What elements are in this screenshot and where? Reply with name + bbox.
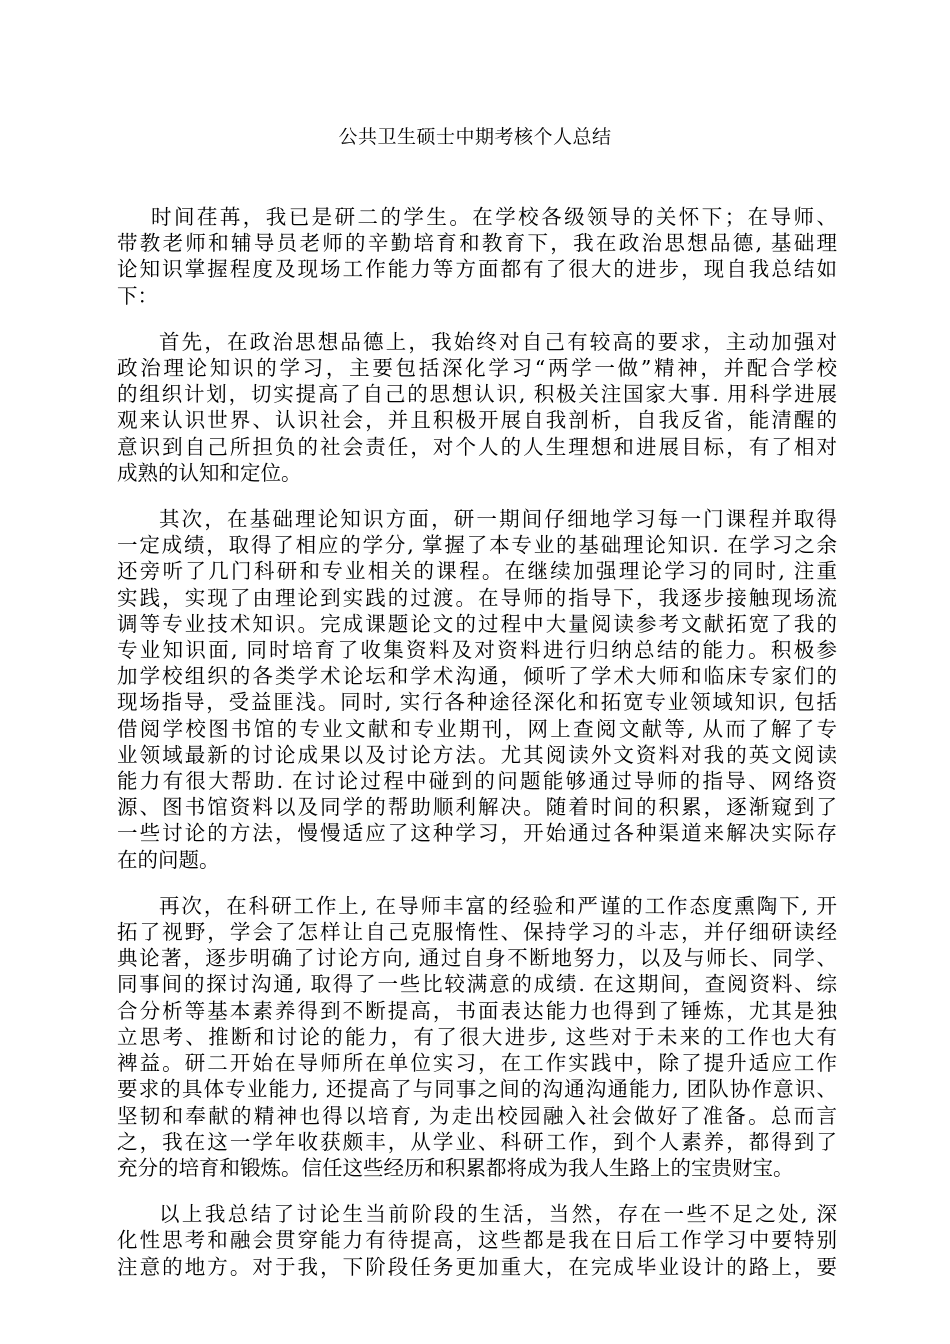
paragraph-line: 再次，在科研工作上, 在导师丰富的经验和严谨的工作态度熏陶下, 开 [159, 893, 837, 918]
paragraph-line: 一定成绩，取得了相应的学分, 掌握了本专业的基础理论知识. 在学习之余 [117, 533, 837, 558]
paragraph-line: 要求的具体专业能力, 还提高了与同事之间的沟通沟通能力, 团队协作意识、 [117, 1077, 837, 1102]
paragraph-line: 观来认识世界、认识社会，并且积极开展自我剖析，自我反省，能清醒的 [117, 408, 837, 433]
paragraph-line: 同事间的探讨沟通, 取得了一些比较满意的成绩. 在这期间，查阅资料、综 [117, 972, 837, 997]
paragraph-line: 合分析等基本素养得到不断提高，书面表达能力也得到了锤炼，尤其是独 [117, 998, 837, 1023]
paragraph-line: 以上我总结了讨论生当前阶段的生活，当然，存在一些不足之处, 深 [159, 1202, 837, 1227]
paragraph-line: 还旁听了几门科研和专业相关的课程。在继续加强理论学习的同时, 注重 [117, 559, 837, 584]
paragraph-line: 能力有很大帮助. 在讨论过程中碰到的问题能够通过导师的指导、网络资 [117, 769, 837, 794]
paragraph-line: 意识到自己所担负的社会责任，对个人的人生理想和进展目标，有了相对 [117, 434, 837, 459]
paragraph-line: 一些讨论的方法，慢慢适应了这种学习，开始通过各种渠道来解决实际存 [117, 821, 837, 846]
paragraph [117, 204, 837, 309]
paragraph [117, 1201, 837, 1280]
paragraph-line: 注意的地方。对于我，下阶段任务更加重大，在完成毕业设计的路上，要 [117, 1254, 837, 1279]
paragraph-line: 专业知识面, 同时培育了收集资料及对资料进行归纳总结的能力。积极参 [117, 638, 837, 663]
paragraph-line: 成熟的认知和定位。 [117, 460, 302, 485]
paragraph-line: 首先，在政治思想品德上，我始终对自己有较高的要求，主动加强对 [159, 329, 837, 354]
paragraph-line: 裨益。研二开始在导师所在单位实习，在工作实践中，除了提升适应工作 [117, 1051, 837, 1076]
paragraph-line: 政治理论知识的学习，主要包括深化学习“两学一做”精神，并配合学校 [117, 356, 837, 381]
paragraph-line: 借阅学校图书馆的专业文献和专业期刊，网上查阅文献等, 从而了解了专 [117, 716, 837, 741]
paragraph-line: 在的问题。 [117, 847, 220, 872]
paragraph-line: 化性思考和融会贯穿能力有待提高，这些都是我在日后工作学习中要特别 [117, 1228, 837, 1253]
paragraph-line: 带教老师和辅导员老师的辛勤培育和教育下，我在政治思想品德, 基础理 [117, 231, 837, 256]
paragraph-line: 调等专业技术知识。完成课题论文的过程中大量阅读参考文献拓宽了我的 [117, 611, 837, 636]
paragraph-line: 实践，实现了由理论到实践的过渡。在导师的指导下，我逐步接触现场流 [117, 585, 837, 610]
paragraph [117, 506, 837, 873]
paragraph-line: 加学校组织的各类学术论坛和学术沟通，倾听了学术大师和临床专家们的 [117, 664, 837, 689]
paragraph-line: 之，我在这一学年收获颇丰，从学业、科研工作，到个人素养，都得到了 [117, 1129, 837, 1154]
paragraph-line: 论知识掌握程度及现场工作能力等方面都有了很大的进步，现自我总结如 [117, 257, 837, 282]
paragraph-line: 立思考、推断和讨论的能力，有了很大进步, 这些对于未来的工作也大有 [117, 1024, 837, 1049]
paragraph-line: 其次，在基础理论知识方面，研一期间仔细地学习每一门课程并取得 [159, 507, 837, 532]
paragraph-line: 典论著，逐步明确了讨论方向, 通过自身不断地努力，以及与师长、同学、 [117, 946, 837, 971]
paragraph-line: 坚韧和奉献的精神也得以培育, 为走出校园融入社会做好了准备。总而言 [117, 1103, 837, 1128]
paragraph [117, 329, 837, 486]
paragraph-line: 现场指导，受益匪浅。同时, 实行各种途径深化和拓宽专业领域知识, 包括 [117, 690, 837, 715]
document-title: 公共卫生硕士中期考核个人总结 [338, 126, 612, 148]
paragraph-line: 下： [117, 283, 158, 308]
paragraph-line: 时间荏苒，我已是研二的学生。在学校各级领导的关怀下；在导师、 [151, 205, 837, 229]
document-body [117, 204, 837, 1300]
paragraph-line: 的组织计划，切实提高了自己的思想认识, 积极关注国家大事. 用科学进展 [117, 382, 837, 407]
paragraph [117, 893, 837, 1181]
paragraph-line: 业领域最新的讨论成果以及讨论方法。尤其阅读外文资料对我的英文阅读 [117, 742, 837, 767]
paragraph-line: 源、图书馆资料以及同学的帮助顺利解决。随着时间的积累，逐渐窥到了 [117, 795, 837, 820]
paragraph-line: 充分的培育和锻炼。信任这些经历和积累都将成为我人生路上的宝贵财宝。 [117, 1155, 794, 1180]
paragraph-line: 拓了视野，学会了怎样让自己克服惰性、保持学习的斗志，并仔细研读经 [117, 920, 837, 945]
